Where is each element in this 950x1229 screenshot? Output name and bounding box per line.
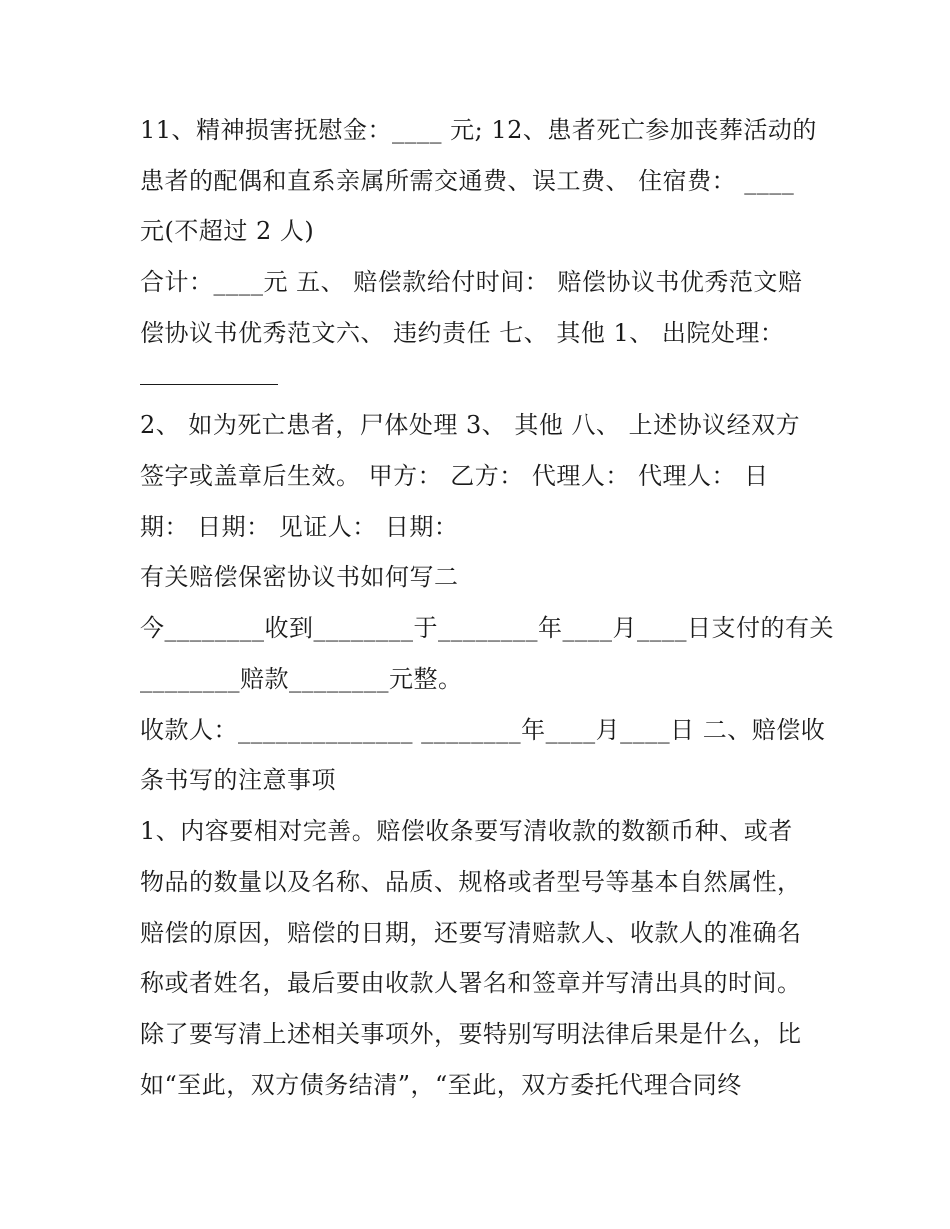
- text-line: 11、精神损害抚慰金：____ 元; 12、患者死亡参加丧葬活动的: [140, 116, 817, 144]
- text-line: 物品的数量以及名称、品质、规格或者型号等基本自然属性，: [140, 868, 802, 896]
- text-line: 偿协议书优秀范文六、 违约责任 七、 其他 1、 出院处理：: [140, 319, 785, 347]
- section-heading: 有关赔偿保密协议书如何写二: [140, 563, 459, 591]
- text-line: 除了要写清上述相关事项外，要特别写明法律后果是什么，比: [140, 1020, 802, 1048]
- text-line: ________赔款________元整。: [140, 665, 463, 693]
- text-line: 期： 日期： 见证人： 日期：: [140, 513, 459, 541]
- text-line: 赔偿的原因，赔偿的日期，还要写清赔款人、收款人的准确名: [140, 919, 802, 947]
- text-line: 今________收到________于________年____月____日支付的有关: [140, 614, 834, 642]
- text-line: 称或者姓名，最后要由收款人署名和签章并写清出具的时间。: [140, 969, 802, 997]
- text-line: 签字或盖章后生效。 甲方： 乙方： 代理人： 代理人： 日: [140, 462, 769, 490]
- text-line: 合计：____元 五、 赔偿款给付时间： 赔偿协议书优秀范文赔: [140, 268, 803, 296]
- signature-blank-line: [140, 384, 278, 385]
- text-line: 患者的配偶和直系亲属所需交通费、误工费、 住宿费： ____: [140, 167, 795, 195]
- text-line: 1、内容要相对完善。赔偿收条要写清收款的数额币种、或者: [140, 817, 793, 845]
- text-line: 元(不超过 2 人): [140, 217, 315, 245]
- text-line: 收款人：______________ ________年____月____日 二、赔偿收: [140, 716, 826, 744]
- text-line: 如“至此，双方债务结清”，“至此，双方委托代理合同终: [140, 1071, 742, 1099]
- text-line: 2、 如为死亡患者，尸体处理 3、 其他 八、 上述协议经双方: [140, 411, 801, 439]
- text-line: 条书写的注意事项: [140, 766, 336, 794]
